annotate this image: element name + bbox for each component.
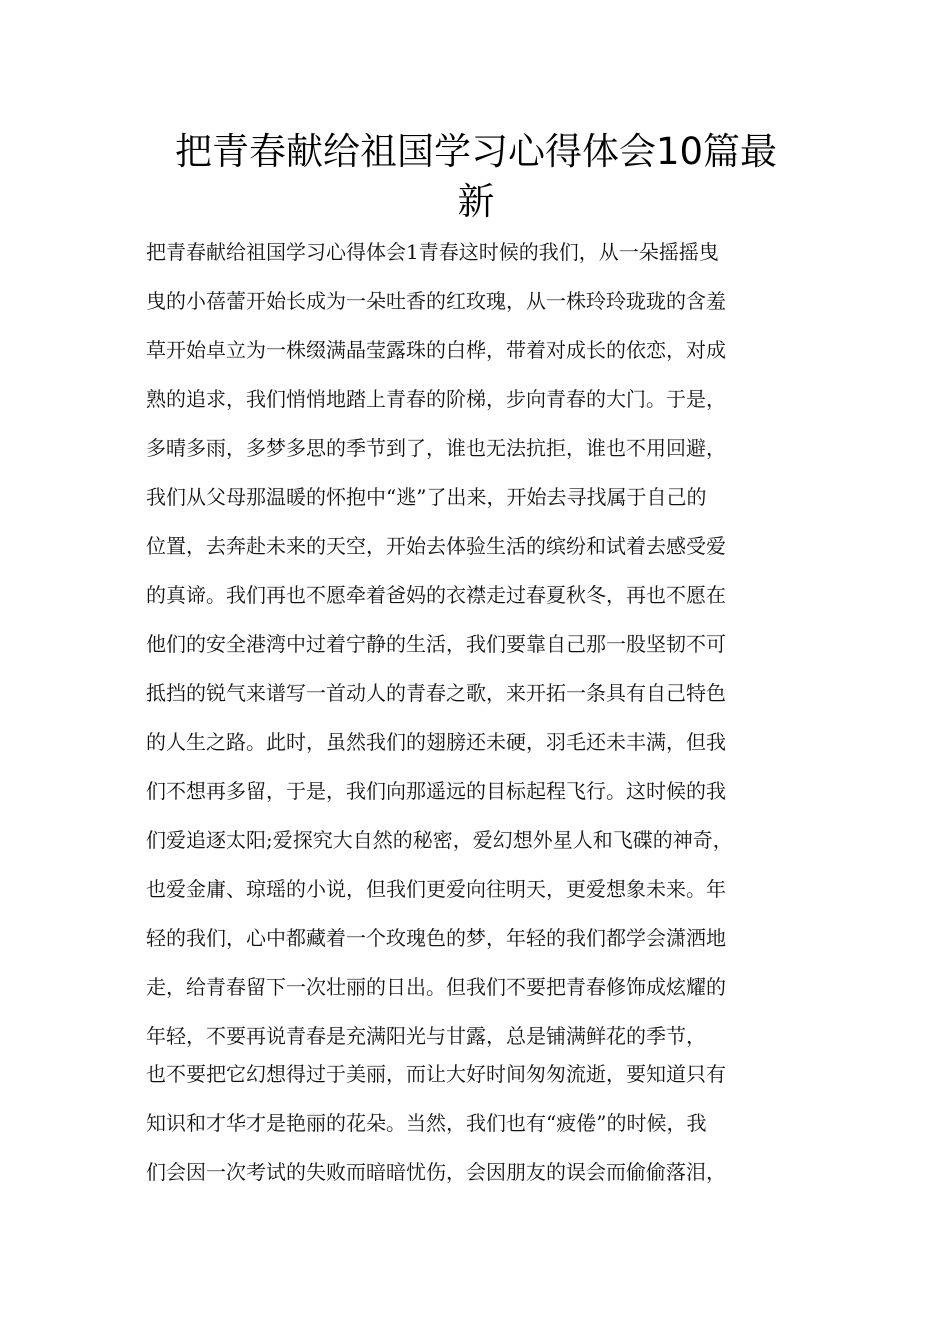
text-line: 把青春献给祖国学习心得体会1青春这时候的我们，从一朵摇摇曳 bbox=[146, 240, 719, 264]
text-line: 多晴多雨，多梦多思的季节到了，谁也无法抗拒，谁也不用回避， bbox=[146, 436, 726, 460]
text-line: 我们从父母那温暖的怀抱中“逃”了出来，开始去寻找属于自己的 bbox=[146, 485, 707, 509]
text-line: 也爱金庸、琼瑶的小说，但我们更爱向往明天，更爱想象未来。年 bbox=[146, 877, 726, 901]
text-line: 也不要把它幻想得过于美丽，而让大好时间匆匆流逝，要知道只有 bbox=[146, 1062, 726, 1086]
text-line: 抵挡的锐气来谱写一首动人的青春之歌，来开拓一条具有自己特色 bbox=[146, 681, 726, 705]
text-line: 他们的安全港湾中过着宁静的生活，我们要靠自己那一股坚韧不可 bbox=[146, 632, 726, 656]
text-line: 轻的我们，心中都藏着一个玫瑰色的梦，年轻的我们都学会潇洒地 bbox=[146, 926, 726, 950]
text-line: 的人生之路。此时，虽然我们的翅膀还未硬，羽毛还未丰满，但我 bbox=[146, 730, 726, 754]
text-line: 知识和才华才是艳丽的花朵。当然，我们也有“疲倦”的时候，我 bbox=[146, 1111, 707, 1135]
text-line: 曳的小蓓蕾开始长成为一朵吐香的红玫瑰，从一株玲玲珑珑的含羞 bbox=[146, 289, 726, 313]
text-line: 年轻，不要再说青春是充满阳光与甘露，总是铺满鲜花的季节， bbox=[146, 1024, 706, 1048]
body-paragraph bbox=[146, 232, 816, 1201]
text-line: 草开始卓立为一株缀满晶莹露珠的白桦，带着对成长的依恋，对成 bbox=[146, 338, 726, 362]
text-line: 们会因一次考试的失败而暗暗忧伤，会因朋友的误会而偷偷落泪， bbox=[146, 1160, 726, 1184]
title-line-2: 新 bbox=[457, 180, 495, 223]
document-title bbox=[146, 127, 806, 227]
text-line: 们不想再多留，于是，我们向那遥远的目标起程飞行。这时候的我 bbox=[146, 779, 726, 803]
text-line: 位置，去奔赴未来的天空，开始去体验生活的缤纷和试着去感受爱 bbox=[146, 534, 726, 558]
title-line-1: 把青春献给祖国学习心得体会10篇最 bbox=[174, 130, 778, 173]
text-line: 的真谛。我们再也不愿牵着爸妈的衣襟走过春夏秋冬，再也不愿在 bbox=[146, 583, 726, 607]
text-line: 们爱追逐太阳;爱探究大自然的秘密，爱幻想外星人和飞碟的神奇， bbox=[146, 828, 733, 852]
text-line: 熟的追求，我们悄悄地踏上青春的阶梯，步向青春的大门。于是， bbox=[146, 387, 726, 411]
text-line: 走，给青春留下一次壮丽的日出。但我们不要把青春修饰成炫耀的 bbox=[146, 975, 726, 999]
